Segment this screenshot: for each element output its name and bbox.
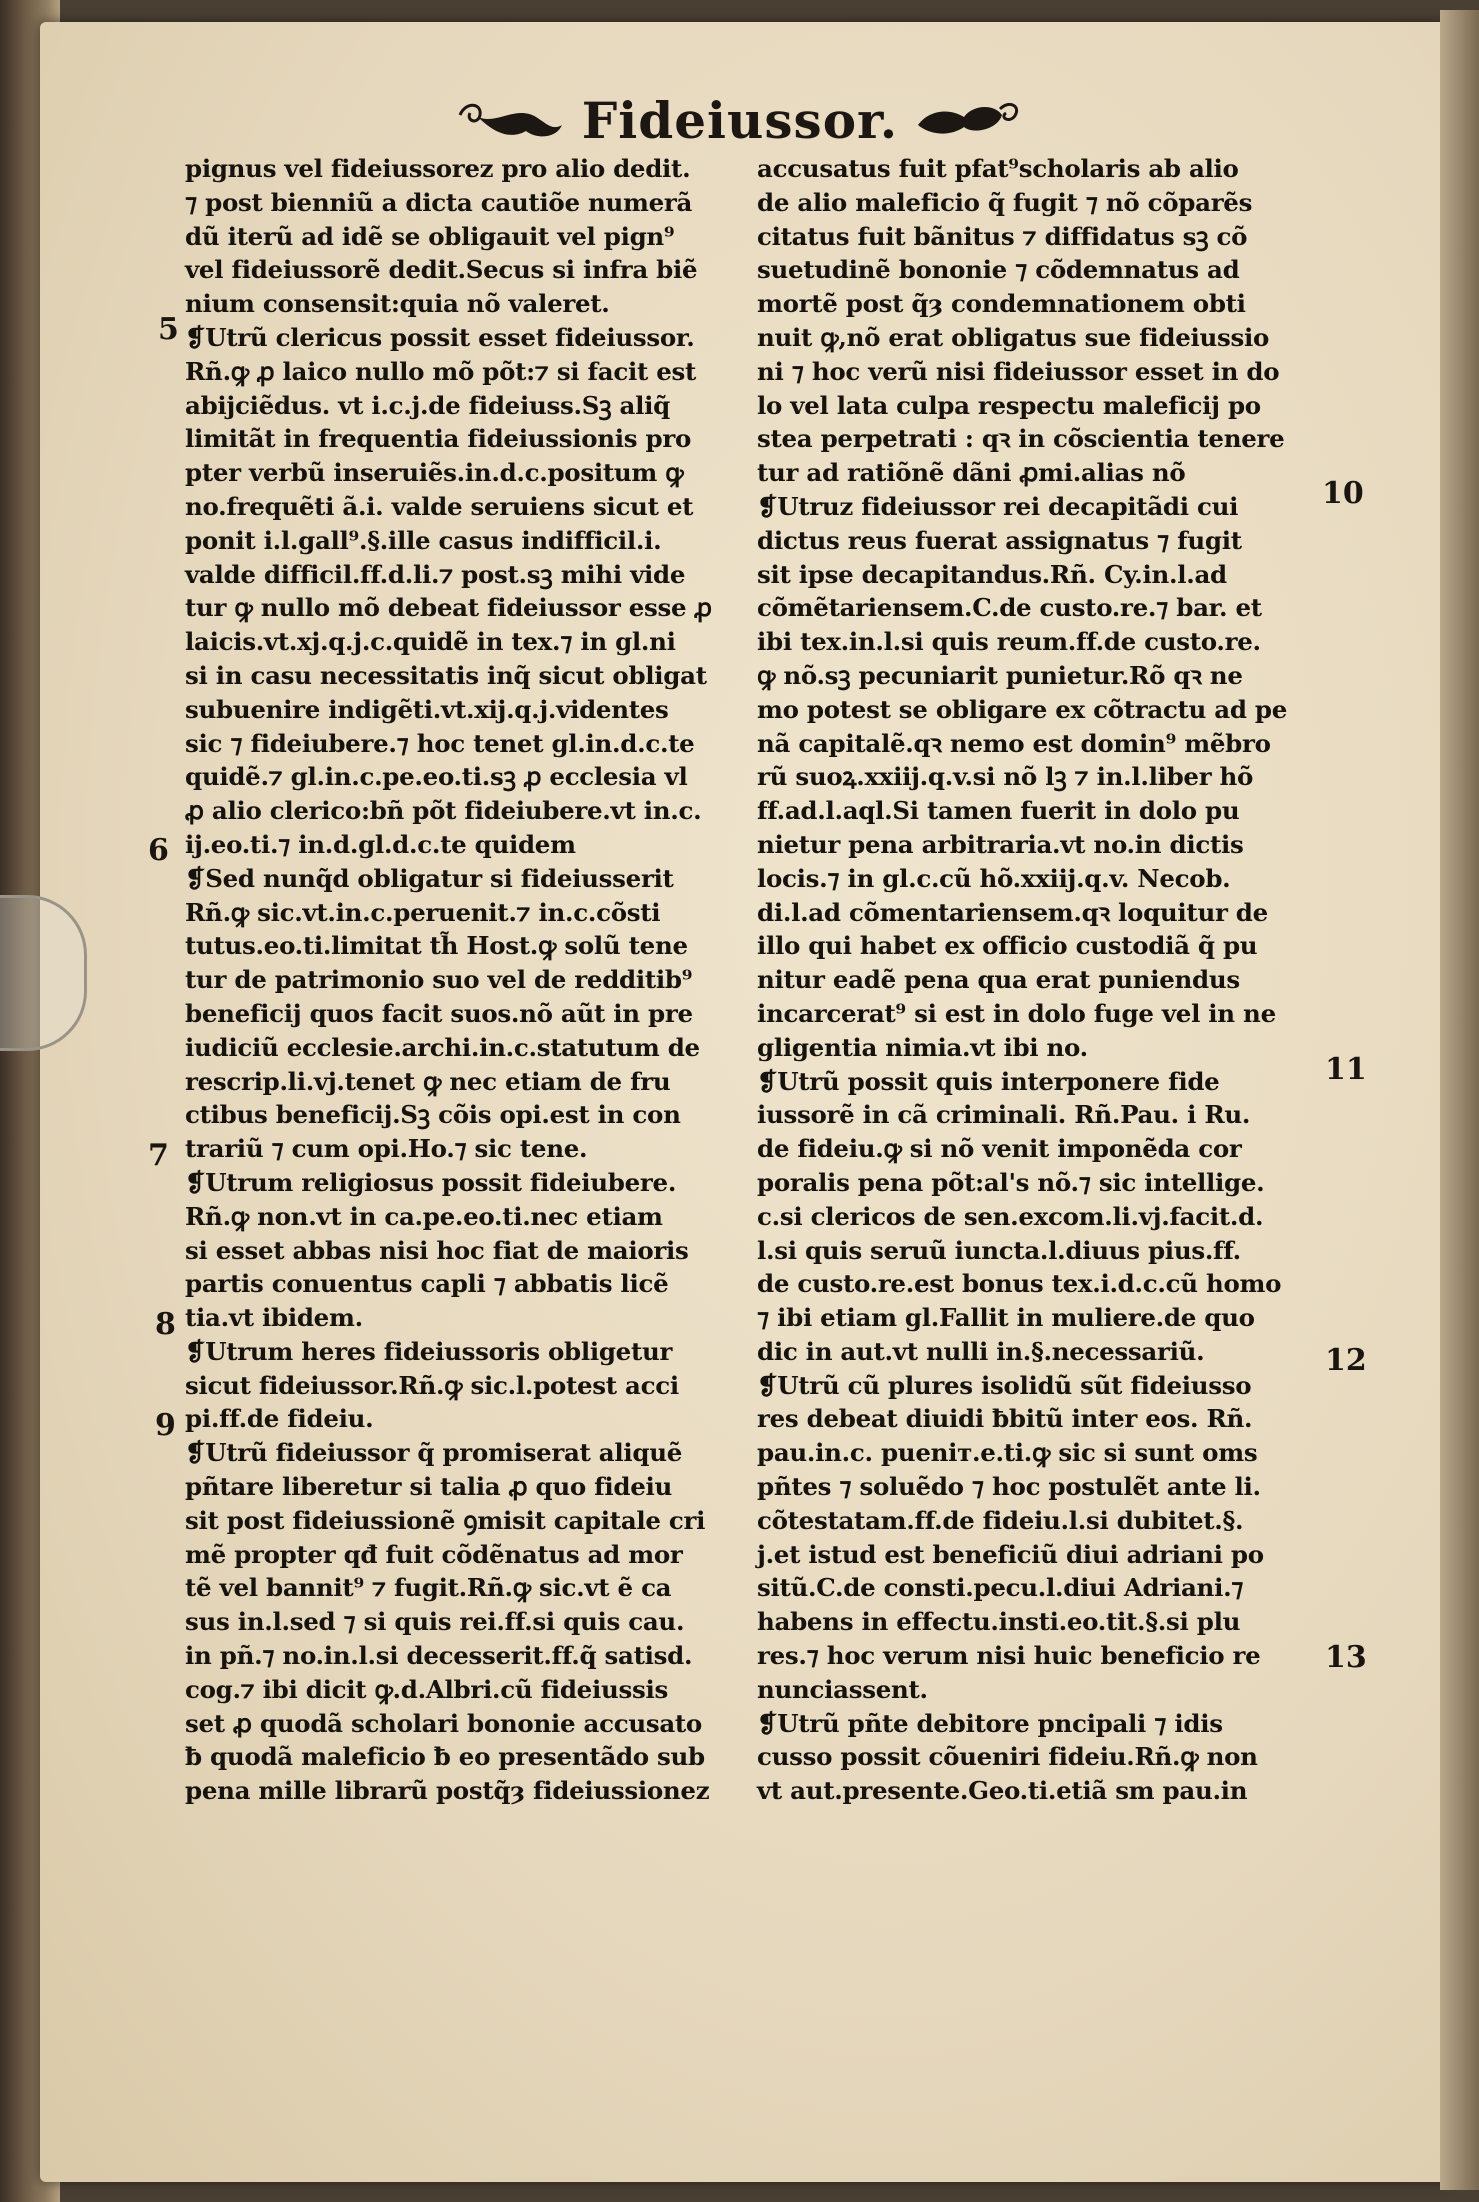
text-line: subuenire indigẽti.vt.xij.q.j.videntes bbox=[185, 694, 669, 724]
text-line: vel fideiussorẽ dedit.Secus si infra biẽ bbox=[185, 255, 698, 285]
text-line: abijciẽdus. vt i.c.j.de fideiuss.Sꝫ aliq̃ bbox=[185, 390, 670, 420]
text-line: gligentia nimia.vt ibi no. bbox=[757, 1032, 1088, 1062]
text-line: ❡Utrũ clericus possit esset fideiussor. bbox=[185, 322, 695, 352]
text-line: Rñ.ꝙ ꝓ laico nullo mõ põt:⁊ si facit est bbox=[185, 356, 697, 386]
text-line: pi.ff.de fideiu. bbox=[185, 1404, 374, 1434]
text-line: nã capitalẽ.qꝛ nemo est domin⁹ mẽbro bbox=[757, 728, 1271, 758]
text-line: dũ iterũ ad idẽ se obligauit vel pign⁹ bbox=[185, 221, 675, 251]
text-line: valde difficil.ff.d.li.⁊ post.sꝫ mihi vide bbox=[185, 559, 686, 589]
text-line: ⁊ ibi etiam gl.Fallit in muliere.de quo bbox=[757, 1303, 1255, 1333]
text-line: ponit i.l.gall⁹.§.ille casus indifficil.i. bbox=[185, 525, 662, 555]
text-line: ❡Utrum heres fideiussoris obligetur bbox=[185, 1336, 673, 1366]
text-line: no.frequẽti ã.i. valde seruiens sicut et bbox=[185, 491, 694, 521]
left-ornament-icon bbox=[456, 95, 566, 145]
text-line: ff.ad.l.aql.Si tamen fuerit in dolo pu bbox=[757, 796, 1240, 826]
text-line: cusso possit cõueniri fideiu.Rñ.ꝙ non bbox=[757, 1742, 1258, 1772]
text-line: mortẽ post q̃ȝ condemnationem obti bbox=[757, 289, 1246, 319]
text-line: tur de patrimonio suo vel de redditib⁹ bbox=[185, 965, 693, 995]
text-line: ƀ quodã maleficio ƀ eo presentãdo sub bbox=[185, 1742, 705, 1772]
left-text-column bbox=[185, 152, 745, 1808]
text-line: set ꝓ quodã scholari bononie accusato bbox=[185, 1708, 702, 1738]
text-line: nunciassent. bbox=[757, 1674, 928, 1704]
text-line: sicut fideiussor.Rñ.ꝙ sic.l.potest acci bbox=[185, 1370, 679, 1400]
text-line: partis conuentus capli ⁊ abbatis licẽ bbox=[185, 1269, 669, 1299]
text-line: ❡Utrum religiosus possit fideiubere. bbox=[185, 1167, 677, 1197]
text-line: j.et istud est beneficiũ diui adriani po bbox=[757, 1539, 1264, 1569]
text-line: iudiciũ ecclesie.archi.in.c.statutum de bbox=[185, 1032, 700, 1062]
text-line: ❡Sed nunq̃d obligatur si fideiusserit bbox=[185, 863, 674, 893]
text-line: rũ suoꝝ.xxiij.q.v.si nõ lꝫ ⁊ in.l.liber hõ bbox=[757, 762, 1254, 792]
running-header bbox=[470, 80, 1010, 160]
text-line: sit ipse decapitandus.Rñ. Cy.in.l.ad bbox=[757, 559, 1227, 589]
text-line: ❡Utrũ pñte debitore pncipali ⁊ idis bbox=[757, 1708, 1223, 1738]
text-line: si in casu necessitatis inq̃ sicut obligat bbox=[185, 660, 707, 690]
text-line: c.si clericos de sen.excom.li.vj.facit.d. bbox=[757, 1201, 1264, 1231]
text-line: nitur eadẽ pena qua erat puniendus bbox=[757, 965, 1240, 995]
text-line: nuit ꝙ,nõ erat obligatus sue fideiussio bbox=[757, 322, 1270, 352]
page-clip bbox=[0, 895, 87, 1051]
text-line: tutus.eo.ti.limitat th̃ Host.ꝙ solũ tene bbox=[185, 931, 688, 961]
text-line: de fideiu.ꝙ si nõ venit imponẽda cor bbox=[757, 1134, 1242, 1164]
text-line: ❡Utrũ fideiussor q̃ promiserat aliquẽ bbox=[185, 1438, 683, 1468]
text-line: vt aut.presente.Geo.ti.etiã sm pau.in bbox=[757, 1776, 1248, 1806]
text-line: incarcerat⁹ si est in dolo fuge vel in ne bbox=[757, 998, 1276, 1028]
text-line: tẽ vel bannit⁹ ⁊ fugit.Rñ.ꝙ sic.vt ẽ ca bbox=[185, 1573, 672, 1603]
text-line: pena mille librarũ postq̃ȝ fideiussionez bbox=[185, 1776, 710, 1806]
text-line: ꝙ nõ.sꝫ pecuniarit punietur.Rõ qꝛ ne bbox=[757, 660, 1243, 690]
text-line: tur ꝙ nullo mõ debeat fideiussor esse ꝓ bbox=[185, 593, 712, 623]
text-line: citatus fuit bãnitus ⁊ diffidatus sꝫ cõ bbox=[757, 221, 1248, 251]
margin-number: 13 bbox=[1325, 1640, 1367, 1675]
text-line: beneficij quos facit suos.nõ aũt in pre bbox=[185, 998, 693, 1028]
margin-number: 10 bbox=[1322, 476, 1364, 511]
text-line: res.⁊ hoc verum nisi huic beneficio re bbox=[757, 1641, 1261, 1671]
text-line: ij.eo.ti.⁊ in.d.gl.d.c.te quidem bbox=[185, 829, 576, 859]
text-line: tia.vt ibidem. bbox=[185, 1303, 363, 1333]
text-line: Rñ.ꝙ non.vt in ca.pe.eo.ti.nec etiam bbox=[185, 1201, 663, 1231]
text-line: ni ⁊ hoc verũ nisi fideiussor esset in do bbox=[757, 356, 1280, 386]
text-line: lo vel lata culpa respectu maleficij po bbox=[757, 390, 1261, 420]
text-line: pau.in.c. pueniт.e.ti.ꝙ sic si sunt oms bbox=[757, 1438, 1258, 1468]
text-line: sit post fideiussionẽ ꝯmisit capitale cri bbox=[185, 1505, 706, 1535]
page-title: Fideiussor. bbox=[581, 90, 899, 150]
margin-number: 6 bbox=[148, 833, 169, 868]
text-line: di.l.ad cõmentariensem.qꝛ loquitur de bbox=[757, 897, 1268, 927]
text-line: sus in.l.sed ⁊ si quis rei.ff.si quis cau. bbox=[185, 1607, 685, 1637]
text-line: sitũ.C.de consti.pecu.l.diui Adriani.⁊ bbox=[757, 1573, 1244, 1603]
text-line: nietur pena arbitraria.vt no.in dictis bbox=[757, 829, 1244, 859]
margin-number: 12 bbox=[1325, 1343, 1367, 1378]
text-line: locis.⁊ in gl.c.cũ hõ.xxiij.q.v. Necob. bbox=[757, 863, 1231, 893]
text-line: pignus vel fideiussorez pro alio dedit. bbox=[185, 154, 691, 183]
text-line: suetudinẽ bononie ⁊ cõdemnatus ad bbox=[757, 255, 1240, 285]
text-line: sic ⁊ fideiubere.⁊ hoc tenet gl.in.d.c.te bbox=[185, 728, 695, 758]
text-line: de custo.re.est bonus tex.i.d.c.cũ homo bbox=[757, 1269, 1282, 1299]
text-line: trariũ ⁊ cum opi.Ho.⁊ sic tene. bbox=[185, 1134, 588, 1164]
text-line: pñtare liberetur si talia ꝓ quo fideiu bbox=[185, 1472, 672, 1502]
margin-number: 11 bbox=[1325, 1052, 1367, 1087]
text-line: mẽ propter qđ fuit cõdẽnatus ad mor bbox=[185, 1539, 683, 1569]
text-line: illo qui habet ex officio custodiã q̃ pu bbox=[757, 931, 1258, 961]
margin-number: 9 bbox=[155, 1408, 176, 1443]
text-line: in pñ.⁊ no.in.l.si decesserit.ff.q̃ satisd. bbox=[185, 1641, 693, 1671]
text-line: pter verbũ inseruiẽs.in.d.c.positum ꝙ bbox=[185, 458, 684, 488]
text-line: stea perpetrati : qꝛ in cõscientia tenere bbox=[757, 424, 1285, 454]
page-stack-edge bbox=[1440, 10, 1479, 2190]
text-line: l.si quis seruũ iuncta.l.diuus pius.ff. bbox=[757, 1235, 1241, 1265]
text-line: pñtes ⁊ soluẽdo ⁊ hoc postulẽt ante li. bbox=[757, 1472, 1261, 1502]
text-line: accusatus fuit pfat⁹scholaris ab alio bbox=[757, 154, 1239, 183]
text-line: ibi tex.in.l.si quis reum.ff.de custo.re. bbox=[757, 627, 1261, 657]
text-line: si esset abbas nisi hoc fiat de maioris bbox=[185, 1235, 689, 1265]
margin-number: 7 bbox=[148, 1138, 169, 1173]
text-line: ctibus beneficij.Sꝫ cõis opi.est in con bbox=[185, 1100, 681, 1130]
text-line: cõmẽtariensem.C.de custo.re.⁊ bar. et bbox=[757, 593, 1262, 623]
text-line: limitãt in frequentia fideiussionis pro bbox=[185, 424, 691, 454]
margin-number: 8 bbox=[155, 1307, 176, 1342]
text-line: nium consensit:quia nõ valeret. bbox=[185, 289, 610, 319]
text-line: ❡Utrũ cũ plures isolidũ sũt fideiusso bbox=[757, 1370, 1252, 1400]
text-line: Rñ.ꝙ sic.vt.in.c.peruenit.⁊ in.c.cõsti bbox=[185, 897, 661, 927]
text-line: res debeat diuidi ƀbitũ inter eos. Rñ. bbox=[757, 1404, 1253, 1434]
text-line: habens in effectu.insti.eo.tit.§.si plu bbox=[757, 1607, 1241, 1637]
text-line: cõtestatam.ff.de fideiu.l.si dubitet.§. bbox=[757, 1505, 1244, 1535]
text-line: ❡Utruz fideiussor rei decapitãdi cui bbox=[757, 491, 1239, 521]
text-line: dictus reus fuerat assignatus ⁊ fugit bbox=[757, 525, 1242, 555]
text-line: ꝓ alio clerico:bñ põt fideiubere.vt in.c. bbox=[185, 796, 702, 826]
text-line: dic in aut.vt nulli in.§.necessariũ. bbox=[757, 1336, 1205, 1366]
text-line: laicis.vt.xj.q.j.c.quidẽ in tex.⁊ in gl.ni bbox=[185, 627, 676, 657]
text-line: mo potest se obligare ex cõtractu ad pe bbox=[757, 694, 1288, 724]
text-line: ❡Utrũ possit quis interponere fide bbox=[757, 1066, 1220, 1096]
margin-number: 5 bbox=[158, 312, 179, 347]
text-line: poralis pena põt:al's nõ.⁊ sic intellige. bbox=[757, 1167, 1265, 1197]
text-line: cog.⁊ ibi dicit ꝙ.d.Albri.cũ fideiussis bbox=[185, 1674, 668, 1704]
text-line: de alio maleficio q̃ fugit ⁊ nõ cõparẽs bbox=[757, 187, 1253, 217]
text-line: tur ad ratiõnẽ dãni ꝓmi.alias nõ bbox=[757, 458, 1186, 488]
right-ornament-icon bbox=[914, 95, 1024, 145]
text-line: quidẽ.⁊ gl.in.c.pe.eo.ti.sꝫ ꝓ ecclesia vl bbox=[185, 762, 688, 792]
text-line: ⁊ post bienniũ a dicta cautiõe numerã bbox=[185, 187, 693, 217]
text-line: rescrip.li.vj.tenet ꝙ nec etiam de fru bbox=[185, 1066, 671, 1096]
right-text-column bbox=[757, 152, 1317, 1808]
text-line: iussorẽ in cã criminali. Rñ.Pau. i Ru. bbox=[757, 1100, 1251, 1130]
